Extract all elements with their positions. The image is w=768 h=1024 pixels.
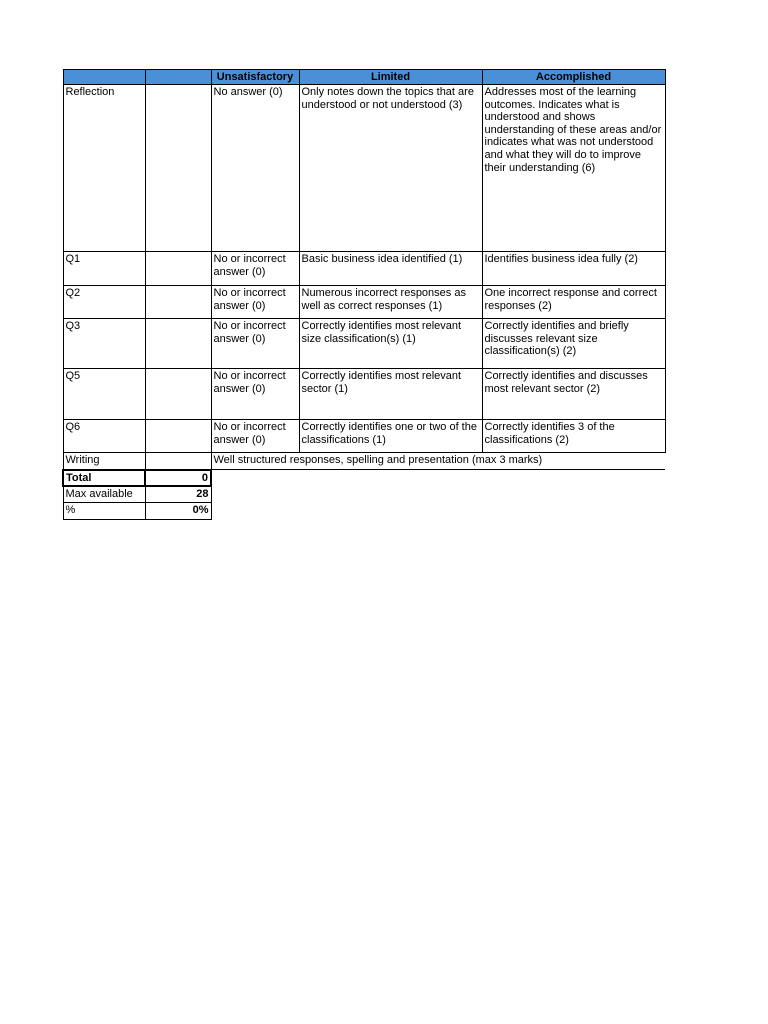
score-cell[interactable] (145, 85, 211, 252)
score-cell[interactable] (145, 369, 211, 420)
score-cell[interactable] (145, 453, 211, 470)
table-row-q6 (63, 420, 665, 453)
table-row-q1 (63, 252, 665, 286)
total-value[interactable]: 0 (145, 470, 211, 486)
limited-cell[interactable]: Basic business idea identified (1) (299, 252, 482, 286)
limited-cell[interactable]: Numerous incorrect responses as well as correct responses (1) (299, 286, 482, 319)
header-cell-unsatisfactory[interactable]: Unsatisfactory (211, 70, 299, 85)
percent-label[interactable]: % (63, 503, 145, 520)
limited-cell[interactable]: Correctly identifies most relevant sector (1) (299, 369, 482, 420)
limited-cell[interactable]: Only notes down the topics that are understood or not understood (3) (299, 85, 482, 252)
unsatisfactory-cell[interactable]: No or incorrect answer (0) (211, 252, 299, 286)
unsatisfactory-cell[interactable]: No or incorrect answer (0) (211, 286, 299, 319)
header-cell-criterion[interactable] (63, 70, 145, 85)
row-label[interactable]: Writing (63, 453, 145, 470)
summary-row-total (63, 470, 665, 486)
table-row-q3 (63, 319, 665, 369)
row-label[interactable]: Q3 (63, 319, 145, 369)
accomplished-cell[interactable]: Correctly identifies 3 of the classifications (2) (482, 420, 665, 453)
summary-row-max (63, 486, 665, 503)
limited-cell[interactable]: Correctly identifies most relevant size classification(s) (1) (299, 319, 482, 369)
max-available-value[interactable]: 28 (145, 486, 211, 503)
score-cell[interactable] (145, 420, 211, 453)
max-available-label[interactable]: Max available (63, 486, 145, 503)
row-label[interactable]: Q5 (63, 369, 145, 420)
accomplished-cell[interactable]: Addresses most of the learning outcomes. Indicates what is understood and shows understanding of these areas and/or indicates what was not understood and what they will do to improve their understanding (6) (482, 85, 665, 252)
unsatisfactory-cell[interactable]: No or incorrect answer (0) (211, 420, 299, 453)
row-label[interactable]: Q1 (63, 252, 145, 286)
table-row-q2 (63, 286, 665, 319)
accomplished-cell[interactable]: Correctly identifies and briefly discusses relevant size classification(s) (2) (482, 319, 665, 369)
table-row-reflection (63, 85, 665, 252)
unsatisfactory-cell[interactable]: No answer (0) (211, 85, 299, 252)
header-cell-accomplished[interactable]: Accomplished (482, 70, 665, 85)
percent-value[interactable]: 0% (145, 503, 211, 520)
unsatisfactory-cell[interactable]: No or incorrect answer (0) (211, 319, 299, 369)
writing-description[interactable]: Well structured responses, spelling and presentation (max 3 marks) (211, 453, 665, 470)
accomplished-cell[interactable]: Correctly identifies and discusses most relevant sector (2) (482, 369, 665, 420)
row-label[interactable]: Reflection (63, 85, 145, 252)
accomplished-cell[interactable]: One incorrect response and correct responses (2) (482, 286, 665, 319)
score-cell[interactable] (145, 252, 211, 286)
row-label[interactable]: Q2 (63, 286, 145, 319)
score-cell[interactable] (145, 286, 211, 319)
rubric-table (62, 69, 666, 520)
row-label[interactable]: Q6 (63, 420, 145, 453)
header-row (63, 70, 665, 85)
table-row-q5 (63, 369, 665, 420)
limited-cell[interactable]: Correctly identifies one or two of the classifications (1) (299, 420, 482, 453)
header-cell-score[interactable] (145, 70, 211, 85)
table-row-writing (63, 453, 665, 470)
summary-row-percent (63, 503, 665, 520)
unsatisfactory-cell[interactable]: No or incorrect answer (0) (211, 369, 299, 420)
score-cell[interactable] (145, 319, 211, 369)
header-cell-limited[interactable]: Limited (299, 70, 482, 85)
accomplished-cell[interactable]: Identifies business idea fully (2) (482, 252, 665, 286)
total-label[interactable]: Total (63, 470, 145, 486)
